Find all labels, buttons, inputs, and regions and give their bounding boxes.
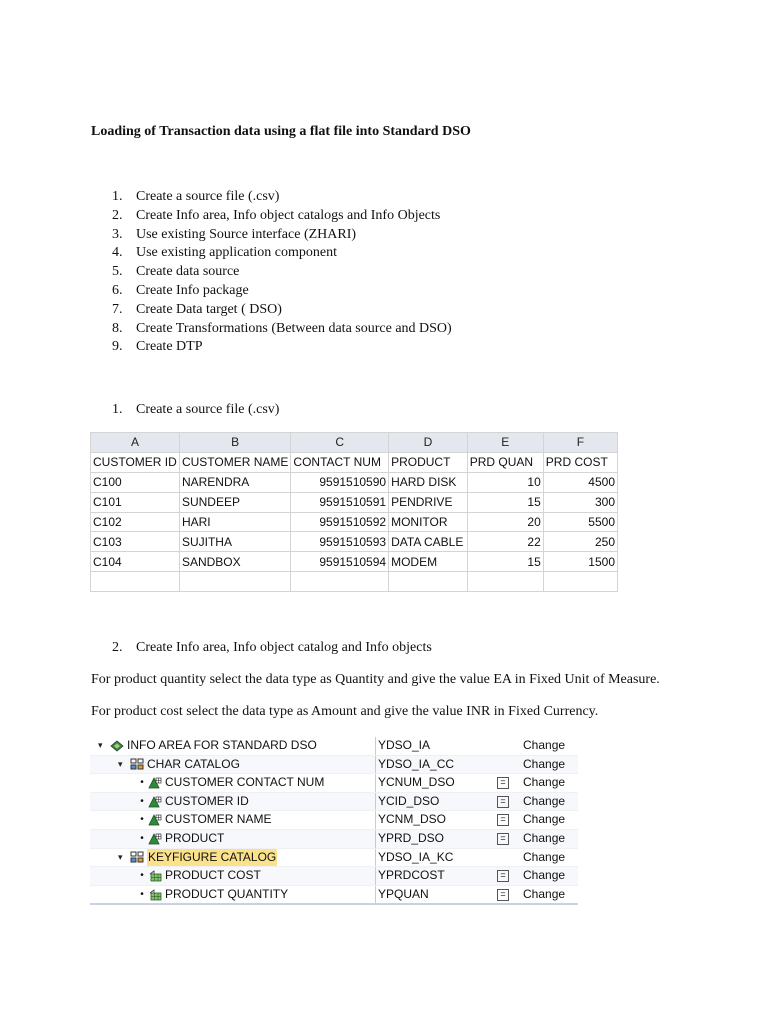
info-object-tree — [90, 737, 578, 905]
header-row — [91, 452, 618, 472]
cell: 15 — [467, 552, 543, 572]
tree-row[interactable] — [90, 867, 578, 886]
technical-name: YPQUAN — [378, 886, 429, 901]
bullet-icon: • — [140, 795, 144, 807]
tree-row[interactable] — [90, 737, 578, 756]
characteristic-icon — [148, 833, 162, 845]
bullet-icon: • — [140, 832, 144, 844]
change-link[interactable]: Change — [523, 886, 566, 901]
header-cell: CUSTOMER NAME — [179, 452, 290, 472]
change-link[interactable]: Change — [523, 738, 566, 752]
column-letter-row — [91, 433, 618, 453]
tree-label: PRODUCT COST — [165, 868, 261, 883]
cell: C102 — [91, 512, 180, 532]
tree-row[interactable] — [90, 830, 578, 849]
cell: 9591510591 — [291, 492, 389, 512]
expand-arrow-icon[interactable]: ▾ — [98, 740, 103, 750]
keyfigure-icon — [148, 870, 162, 882]
table-row — [91, 472, 618, 492]
cell: 22 — [467, 532, 543, 552]
assignment-icon: = — [497, 777, 509, 789]
assignment-icon: = — [497, 889, 509, 901]
tree-label: KEYFIGURE CATALOG — [147, 849, 277, 867]
table-row — [91, 552, 618, 572]
cell: NARENDRA — [179, 472, 290, 492]
cell: 4500 — [543, 472, 617, 492]
cell: C104 — [91, 552, 180, 572]
catalog-icon — [130, 851, 144, 863]
tree-label: PRODUCT QUANTITY — [165, 886, 289, 901]
characteristic-icon — [148, 796, 162, 808]
table-row — [91, 512, 618, 532]
change-link[interactable]: Change — [523, 793, 566, 808]
list-item: 5. Create data source — [112, 264, 240, 280]
spreadsheet-screenshot — [90, 432, 618, 592]
tree-label: CUSTOMER NAME — [165, 812, 272, 827]
technical-name: YPRD_DSO — [378, 830, 445, 845]
list-item: 3. Use existing Source interface (ZHARI) — [112, 226, 357, 242]
cell: PENDRIVE — [389, 492, 468, 512]
header-cell: PRD COST — [543, 452, 617, 472]
assignment-icon: = — [497, 796, 509, 808]
header-cell: CUSTOMER ID — [91, 452, 180, 472]
column-letter: F — [543, 433, 617, 453]
list-item: 1. Create a source file (.csv) — [112, 189, 280, 204]
cell: 5500 — [543, 512, 617, 532]
column-letter: A — [91, 433, 180, 453]
tree-row[interactable] — [90, 811, 578, 830]
cell: HARD DISK — [389, 472, 468, 492]
cell: 1500 — [543, 552, 617, 572]
tree-label: CHAR CATALOG — [147, 756, 240, 771]
tree-label: INFO AREA FOR STANDARD DSO — [127, 738, 317, 752]
cell: C100 — [91, 472, 180, 492]
cell: 10 — [467, 472, 543, 492]
document-title: Loading of Transaction data using a flat file into Standard DSO — [91, 124, 471, 139]
cell: 9591510593 — [291, 532, 389, 552]
cell: 250 — [543, 532, 617, 552]
tree-label: CUSTOMER CONTACT NUM — [165, 775, 325, 790]
cell: HARI — [179, 512, 290, 532]
expand-arrow-icon[interactable]: ▾ — [118, 758, 123, 769]
change-link[interactable]: Change — [523, 849, 566, 864]
cell: 9591510592 — [291, 512, 389, 532]
table-row — [91, 532, 618, 552]
column-letter: B — [179, 433, 290, 453]
keyfigure-icon — [148, 889, 162, 901]
assignment-icon: = — [497, 870, 509, 882]
change-link[interactable]: Change — [523, 812, 566, 827]
tree-row[interactable] — [90, 756, 578, 775]
list-item: 9. Create DTP — [112, 339, 203, 355]
cell: C103 — [91, 532, 180, 552]
list-item: 2. Create Info area, Info object catalogs and Info Objects — [112, 207, 441, 223]
column-letter: C — [291, 433, 389, 453]
tree-label: CUSTOMER ID — [165, 793, 249, 808]
cell: 9591510594 — [291, 552, 389, 572]
technical-name: YCNM_DSO — [378, 812, 447, 827]
assignment-icon: = — [497, 833, 509, 845]
cell: 300 — [543, 492, 617, 512]
technical-name: YDSO_IA_KC — [378, 849, 454, 864]
technical-name: YCID_DSO — [378, 793, 440, 808]
cell: SANDBOX — [179, 552, 290, 572]
section-heading-source-file: 1. Create a source file (.csv) — [112, 402, 280, 417]
table-row — [91, 492, 618, 512]
empty-row — [91, 572, 618, 592]
list-item: 7. Create Data target ( DSO) — [112, 301, 282, 317]
header-cell: PRODUCT — [389, 452, 468, 472]
change-link[interactable]: Change — [523, 868, 566, 883]
cell: 20 — [467, 512, 543, 532]
catalog-icon — [130, 758, 144, 770]
tree-row[interactable] — [90, 774, 578, 793]
cell: SUNDEEP — [179, 492, 290, 512]
list-item: 4. Use existing application component — [112, 245, 338, 261]
list-item: 8. Create Transformations (Between data source and DSO) — [112, 320, 452, 336]
expand-arrow-icon[interactable]: ▾ — [118, 851, 123, 862]
change-link[interactable]: Change — [523, 775, 566, 790]
bullet-icon: • — [140, 888, 144, 900]
tree-row[interactable] — [90, 849, 578, 868]
list-item: 6. Create Info package — [112, 282, 249, 298]
tree-row[interactable] — [90, 793, 578, 812]
characteristic-icon — [148, 814, 162, 826]
cell: C101 — [91, 492, 180, 512]
technical-name: YCNUM_DSO — [378, 775, 455, 790]
bullet-icon: • — [140, 777, 144, 789]
cell: 9591510590 — [291, 472, 389, 492]
header-cell: CONTACT NUM — [291, 452, 389, 472]
cell: MONITOR — [389, 512, 468, 532]
header-cell: PRD QUAN — [467, 452, 543, 472]
column-letter: E — [467, 433, 543, 453]
change-link[interactable]: Change — [523, 756, 566, 771]
cell: DATA CABLE — [389, 532, 468, 552]
cell: SUJITHA — [179, 532, 290, 552]
change-link[interactable]: Change — [523, 830, 566, 845]
cell: 15 — [467, 492, 543, 512]
bullet-icon: • — [140, 870, 144, 882]
tree-row[interactable] — [90, 886, 578, 905]
bullet-icon: • — [140, 814, 144, 826]
column-letter: D — [389, 433, 468, 453]
technical-name: YDSO_IA — [378, 738, 431, 752]
paragraph-cost: For product cost select the data type as Amount and give the value INR in Fixed Currency. — [91, 704, 599, 719]
technical-name: YDSO_IA_CC — [378, 756, 455, 771]
cell: MODEM — [389, 552, 468, 572]
info-area-icon — [110, 740, 124, 752]
assignment-icon: = — [497, 814, 509, 826]
steps-list — [112, 188, 452, 357]
characteristic-icon — [148, 777, 162, 789]
technical-name: YPRDCOST — [378, 868, 445, 883]
tree-label: PRODUCT — [165, 830, 225, 845]
paragraph-quantity: For product quantity select the data type as Quantity and give the value EA in Fixed Unit of Measure. — [91, 672, 660, 687]
section-heading-info-objects: 2. Create Info area, Info object catalog and Info objects — [112, 640, 432, 655]
